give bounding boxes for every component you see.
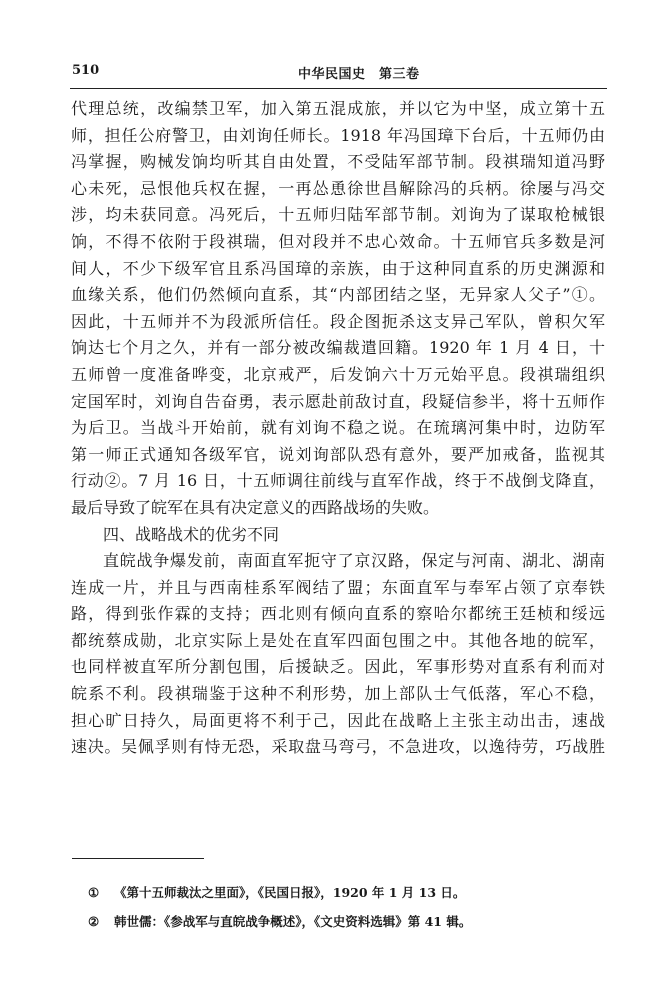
text-line: 速决。吴佩孚则有恃无恐，采取盘马弯弓，不急进攻，以逸待劳，巧战胜 [71,737,605,757]
header-rule [70,88,607,89]
text-line: 为后卫。当战斗开始前，就有刘询不稳之说。在琉璃河集中时，边防军 [71,418,605,438]
body-text [71,96,605,761]
running-title: 中华民国史 第三卷 [298,67,420,82]
text-line: 饷达七个月之久，并有一部分被改编裁遣回籍。1920 年 1 月 4 日，十 [71,338,605,358]
text-line: 皖系不利。段祺瑞鉴于这种不利形势，加上部队士气低落，军心不稳， [71,684,605,704]
text-line: 定国军时，刘询自告奋勇，表示愿赴前敌讨直，段疑信参半，将十五师作 [71,391,605,411]
text-line: 最后导致了皖军在具有决定意义的西路战场的失败。 [71,497,440,517]
text-line: 冯掌握，购械发饷均听其自由处置，不受陆军部节制。段祺瑞知道冯野 [71,152,605,172]
text-line: 间人，不少下级军官且系冯国璋的亲族，由于这种同直系的历史渊源和 [71,258,605,278]
text-line: 也同样被直军所分割包围，后援缺乏。因此，军事形势对直系有利而对 [71,657,605,677]
page-header [72,63,607,85]
page-number: 510 [72,63,100,78]
footnote-text: 《第十五师裁汰之里面》，《民国日报》，1920 年 1 月 13 日。 [114,885,466,900]
text-line: 血缘关系，他们仍然倾向直系，其“内部团结之坚，无异家人父子”①。 [71,285,605,305]
section-heading: 四、战略战术的优劣不同 [103,524,280,544]
text-line: 心未死，忌恨他兵权在握，一再怂恿徐世昌解除冯的兵柄。徐屡与冯交 [71,178,605,198]
text-line: 连成一片，并且与西南桂系军阀结了盟；东面直军与奉军占领了京奉铁 [71,577,605,597]
footnote-text: 韩世儒：《参战军与直皖战争概述》，《文史资料选辑》第 41 辑。 [114,914,472,929]
footnote-item [88,907,608,936]
footnote-mark: ② [88,914,100,929]
text-line: 因此，十五师并不为段派所信任。段企图扼杀这支异己军队，曾积欠军 [71,311,605,331]
text-line: 都统蔡成勋，北京实际上是处在直军四面包围之中。其他各地的皖军， [71,630,605,650]
text-line: 担心旷日持久，局面更将不利于己，因此在战略上主张主动出击，速战 [71,710,605,730]
footnotes [88,878,608,936]
text-line: 五师曾一度准备哗变，北京戒严，后发饷六十万元始平息。段祺瑞组织 [71,364,605,384]
footnote-mark: ① [88,885,100,900]
footnote-item [88,878,608,907]
text-line: 代理总统，改编禁卫军，加入第五混成旅，并以它为中坚，成立第十五 [71,99,605,118]
text-line: 行动②。7 月 16 日，十五师调往前线与直军作战，终于不战倒戈降直， [71,471,605,491]
text-line: 涉，均未获同意。冯死后，十五师归陆军部节制。刘询为了谋取枪械银 [71,205,605,225]
text-line: 直皖战争爆发前，南面直军扼守了京汉路，保定与河南、湖北、湖南 [103,551,605,571]
text-line: 饷，不得不依附于段祺瑞，但对段并不忠心效命。十五师官兵多数是河 [71,231,605,251]
text-line: 路，得到张作霖的支持；西北则有倾向直系的察哈尔都统王廷桢和绥远 [71,604,605,624]
text-line: 第一师正式通知各级军官，说刘询部队恐有意外，要严加戒备，监视其 [71,444,605,464]
text-line: 师，担任公府警卫，由刘询任师长。1918 年冯国璋下台后，十五师仍由 [71,125,605,145]
footnote-rule [72,858,204,859]
